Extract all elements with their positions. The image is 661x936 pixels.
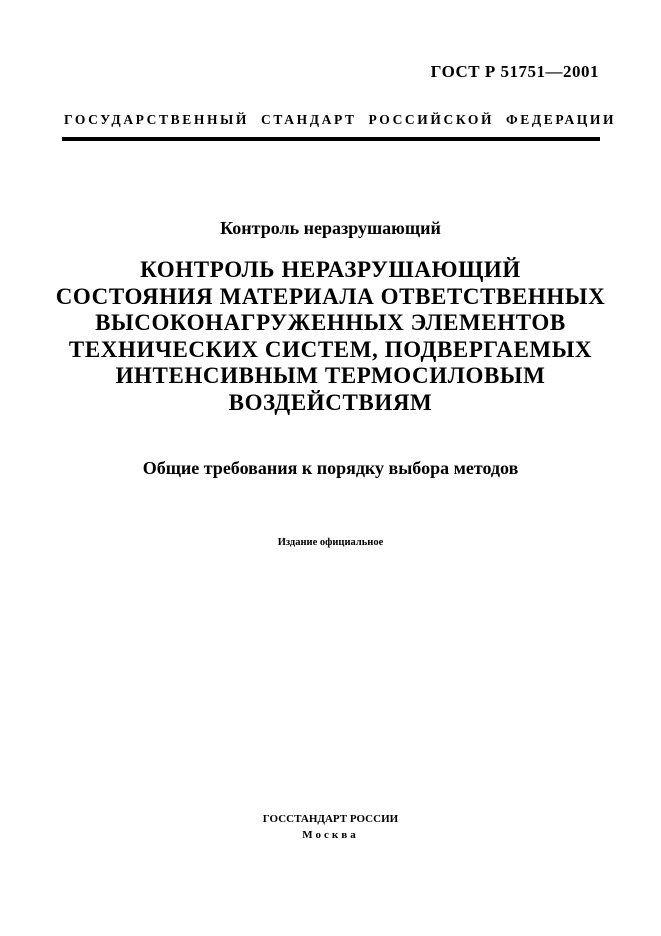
header-rule — [62, 137, 600, 141]
topic-heading: Контроль неразрушающий — [220, 218, 441, 238]
main-title-line: КОНТРОЛЬ НЕРАЗРУШАЮЩИЙ — [140, 257, 521, 282]
gost-number: ГОСТ Р 51751—2001 — [430, 62, 599, 81]
main-title-line: ВЫСОКОНАГРУЖЕННЫХ ЭЛЕМЕНТОВ — [95, 310, 566, 335]
publication-city: Москва — [302, 829, 359, 841]
state-standard-heading: ГОСУДАРСТВЕННЫЙ СТАНДАРТ РОССИЙСКОЙ ФЕДЕРАЦИИ — [64, 112, 617, 127]
main-title-line: ТЕХНИЧЕСКИХ СИСТЕМ, ПОДВЕРГАЕМЫХ — [68, 336, 593, 362]
publisher: ГОССТАНДАРТ РОССИИ — [262, 813, 399, 825]
main-title-line: СОСТОЯНИЯ МАТЕРИАЛА ОТВЕТСТВЕННЫХ — [55, 283, 606, 309]
main-title-line: ИНТЕНСИВНЫМ ТЕРМОСИЛОВЫМ — [115, 363, 546, 388]
subtitle: Общие требования к порядку выбора методов — [142, 458, 519, 478]
edition-note: Издание официальное — [277, 537, 384, 548]
main-title — [40, 257, 621, 416]
main-title-line: ВОЗДЕЙСТВИЯМ — [228, 389, 433, 415]
